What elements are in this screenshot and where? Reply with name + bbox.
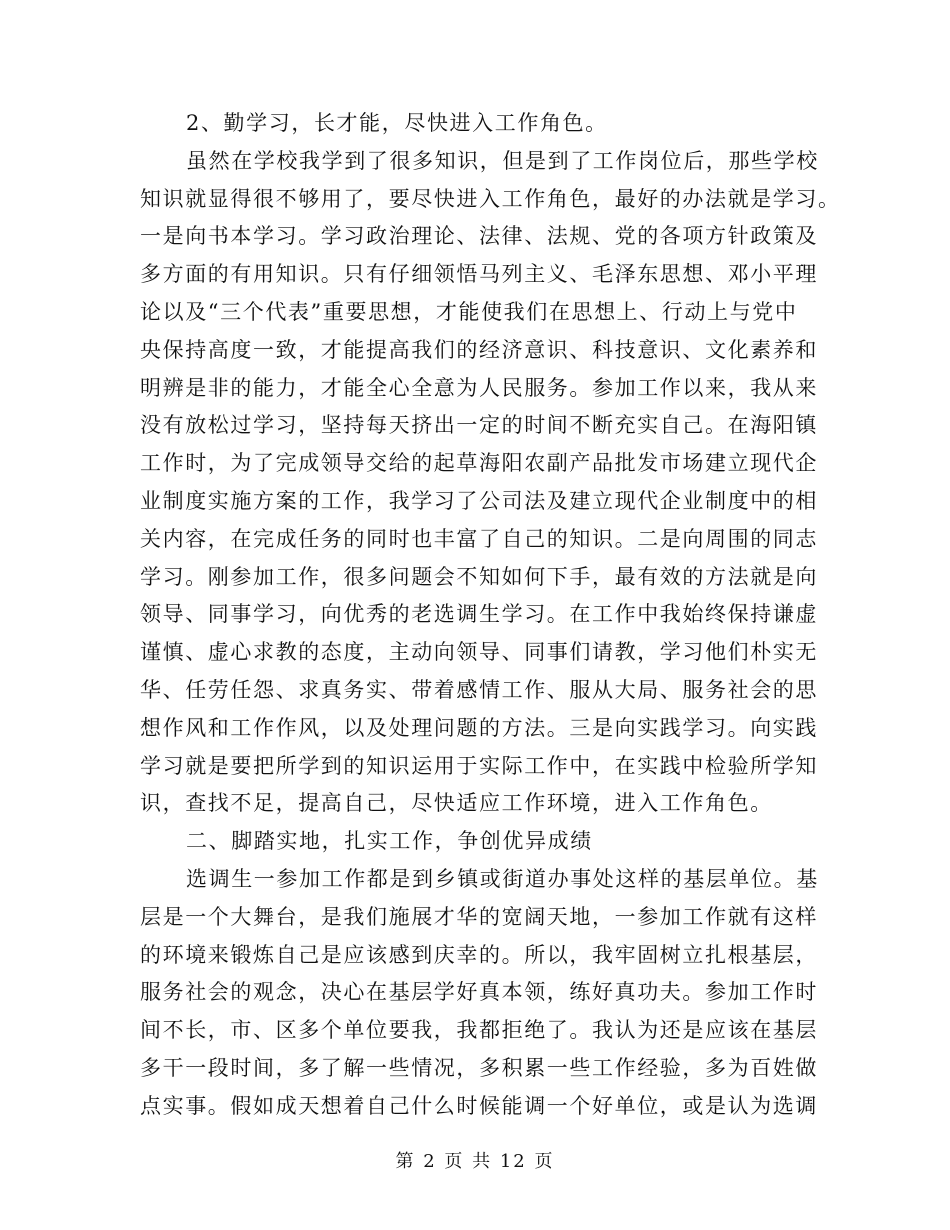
paragraph-line: 多干一段时间，多了解一些情况，多积累一些工作经验，多为百姓做 bbox=[140, 1055, 818, 1080]
paragraph-line: 的环境来锻炼自己是应该感到庆幸的。所以，我牢固树立扎根基层， bbox=[140, 942, 818, 967]
paragraph-line: 选调生一参加工作都是到乡镇或街道办事处这样的基层单位。基 bbox=[186, 866, 819, 891]
paragraph-line: 点实事。假如成天想着自己什么时候能调一个好单位，或是认为选调 bbox=[140, 1093, 818, 1118]
paragraph-line: 论以及“三个代表”重要思想，才能使我们在思想上、行动上与党中 bbox=[140, 299, 798, 324]
paragraph-line: 识，查找不足，提高自己，尽快适应工作环境，进入工作角色。 bbox=[140, 791, 773, 816]
paragraph-line: 间不长，市、区多个单位要我，我都拒绝了。我认为还是应该在基层 bbox=[140, 1018, 818, 1043]
paragraph-line: 一是向书本学习。学习政治理论、法律、法规、党的各项方针政策及 bbox=[140, 224, 818, 249]
paragraph-line: 学习。刚参加工作，很多问题会不知如何下手，最有效的方法就是向 bbox=[140, 564, 818, 589]
paragraph-line: 央保持高度一致，才能提高我们的经济意识、科技意识、文化素养和 bbox=[140, 337, 818, 362]
page-number-footer: 第 2 页 共 12 页 bbox=[395, 1151, 555, 1172]
paragraph-line: 学习就是要把所学到的知识运用于实际工作中，在实践中检验所学知 bbox=[140, 753, 818, 778]
paragraph-line: 谨慎、虚心求教的态度，主动向领导、同事们请教，学习他们朴实无 bbox=[140, 640, 818, 665]
paragraph-line: 华、任劳任怨、求真务实、带着感情工作、服从大局、服务社会的思 bbox=[140, 677, 818, 702]
paragraph-line: 业制度实施方案的工作，我学习了公司法及建立现代企业制度中的相 bbox=[140, 488, 818, 513]
paragraph-line: 多方面的有用知识。只有仔细领悟马列主义、毛泽东思想、邓小平理 bbox=[140, 262, 818, 287]
paragraph-line: 想作风和工作作风，以及处理问题的方法。三是向实践学习。向实践 bbox=[140, 715, 818, 740]
document-body bbox=[140, 105, 841, 1126]
paragraph-line: 关内容，在完成任务的同时也丰富了自己的知识。二是向周围的同志 bbox=[140, 526, 818, 551]
paragraph-line: 知识就显得很不够用了，要尽快进入工作角色，最好的办法就是学习。 bbox=[140, 186, 841, 211]
section-heading: 二、脚踏实地，扎实工作，争创优异成绩 bbox=[186, 829, 593, 854]
section-heading: 2、勤学习，长才能，尽快进入工作角色。 bbox=[186, 111, 608, 135]
paragraph-line: 层是一个大舞台，是我们施展才华的宽阔天地，一参加工作就有这样 bbox=[140, 904, 818, 929]
paragraph-line: 工作时，为了完成领导交给的起草海阳农副产品批发市场建立现代企 bbox=[140, 451, 818, 476]
paragraph-line: 明辨是非的能力，才能全心全意为人民服务。参加工作以来，我从来 bbox=[140, 375, 818, 400]
paragraph-line: 服务社会的观念，决心在基层学好真本领，练好真功夫。参加工作时 bbox=[140, 980, 818, 1005]
paragraph-line: 没有放松过学习，坚持每天挤出一定的时间不断充实自己。在海阳镇 bbox=[140, 413, 818, 438]
paragraph-line: 领导、同事学习，向优秀的老选调生学习。在工作中我始终保持谦虚 bbox=[140, 602, 818, 627]
paragraph-line: 虽然在学校我学到了很多知识，但是到了工作岗位后，那些学校 bbox=[186, 148, 819, 173]
